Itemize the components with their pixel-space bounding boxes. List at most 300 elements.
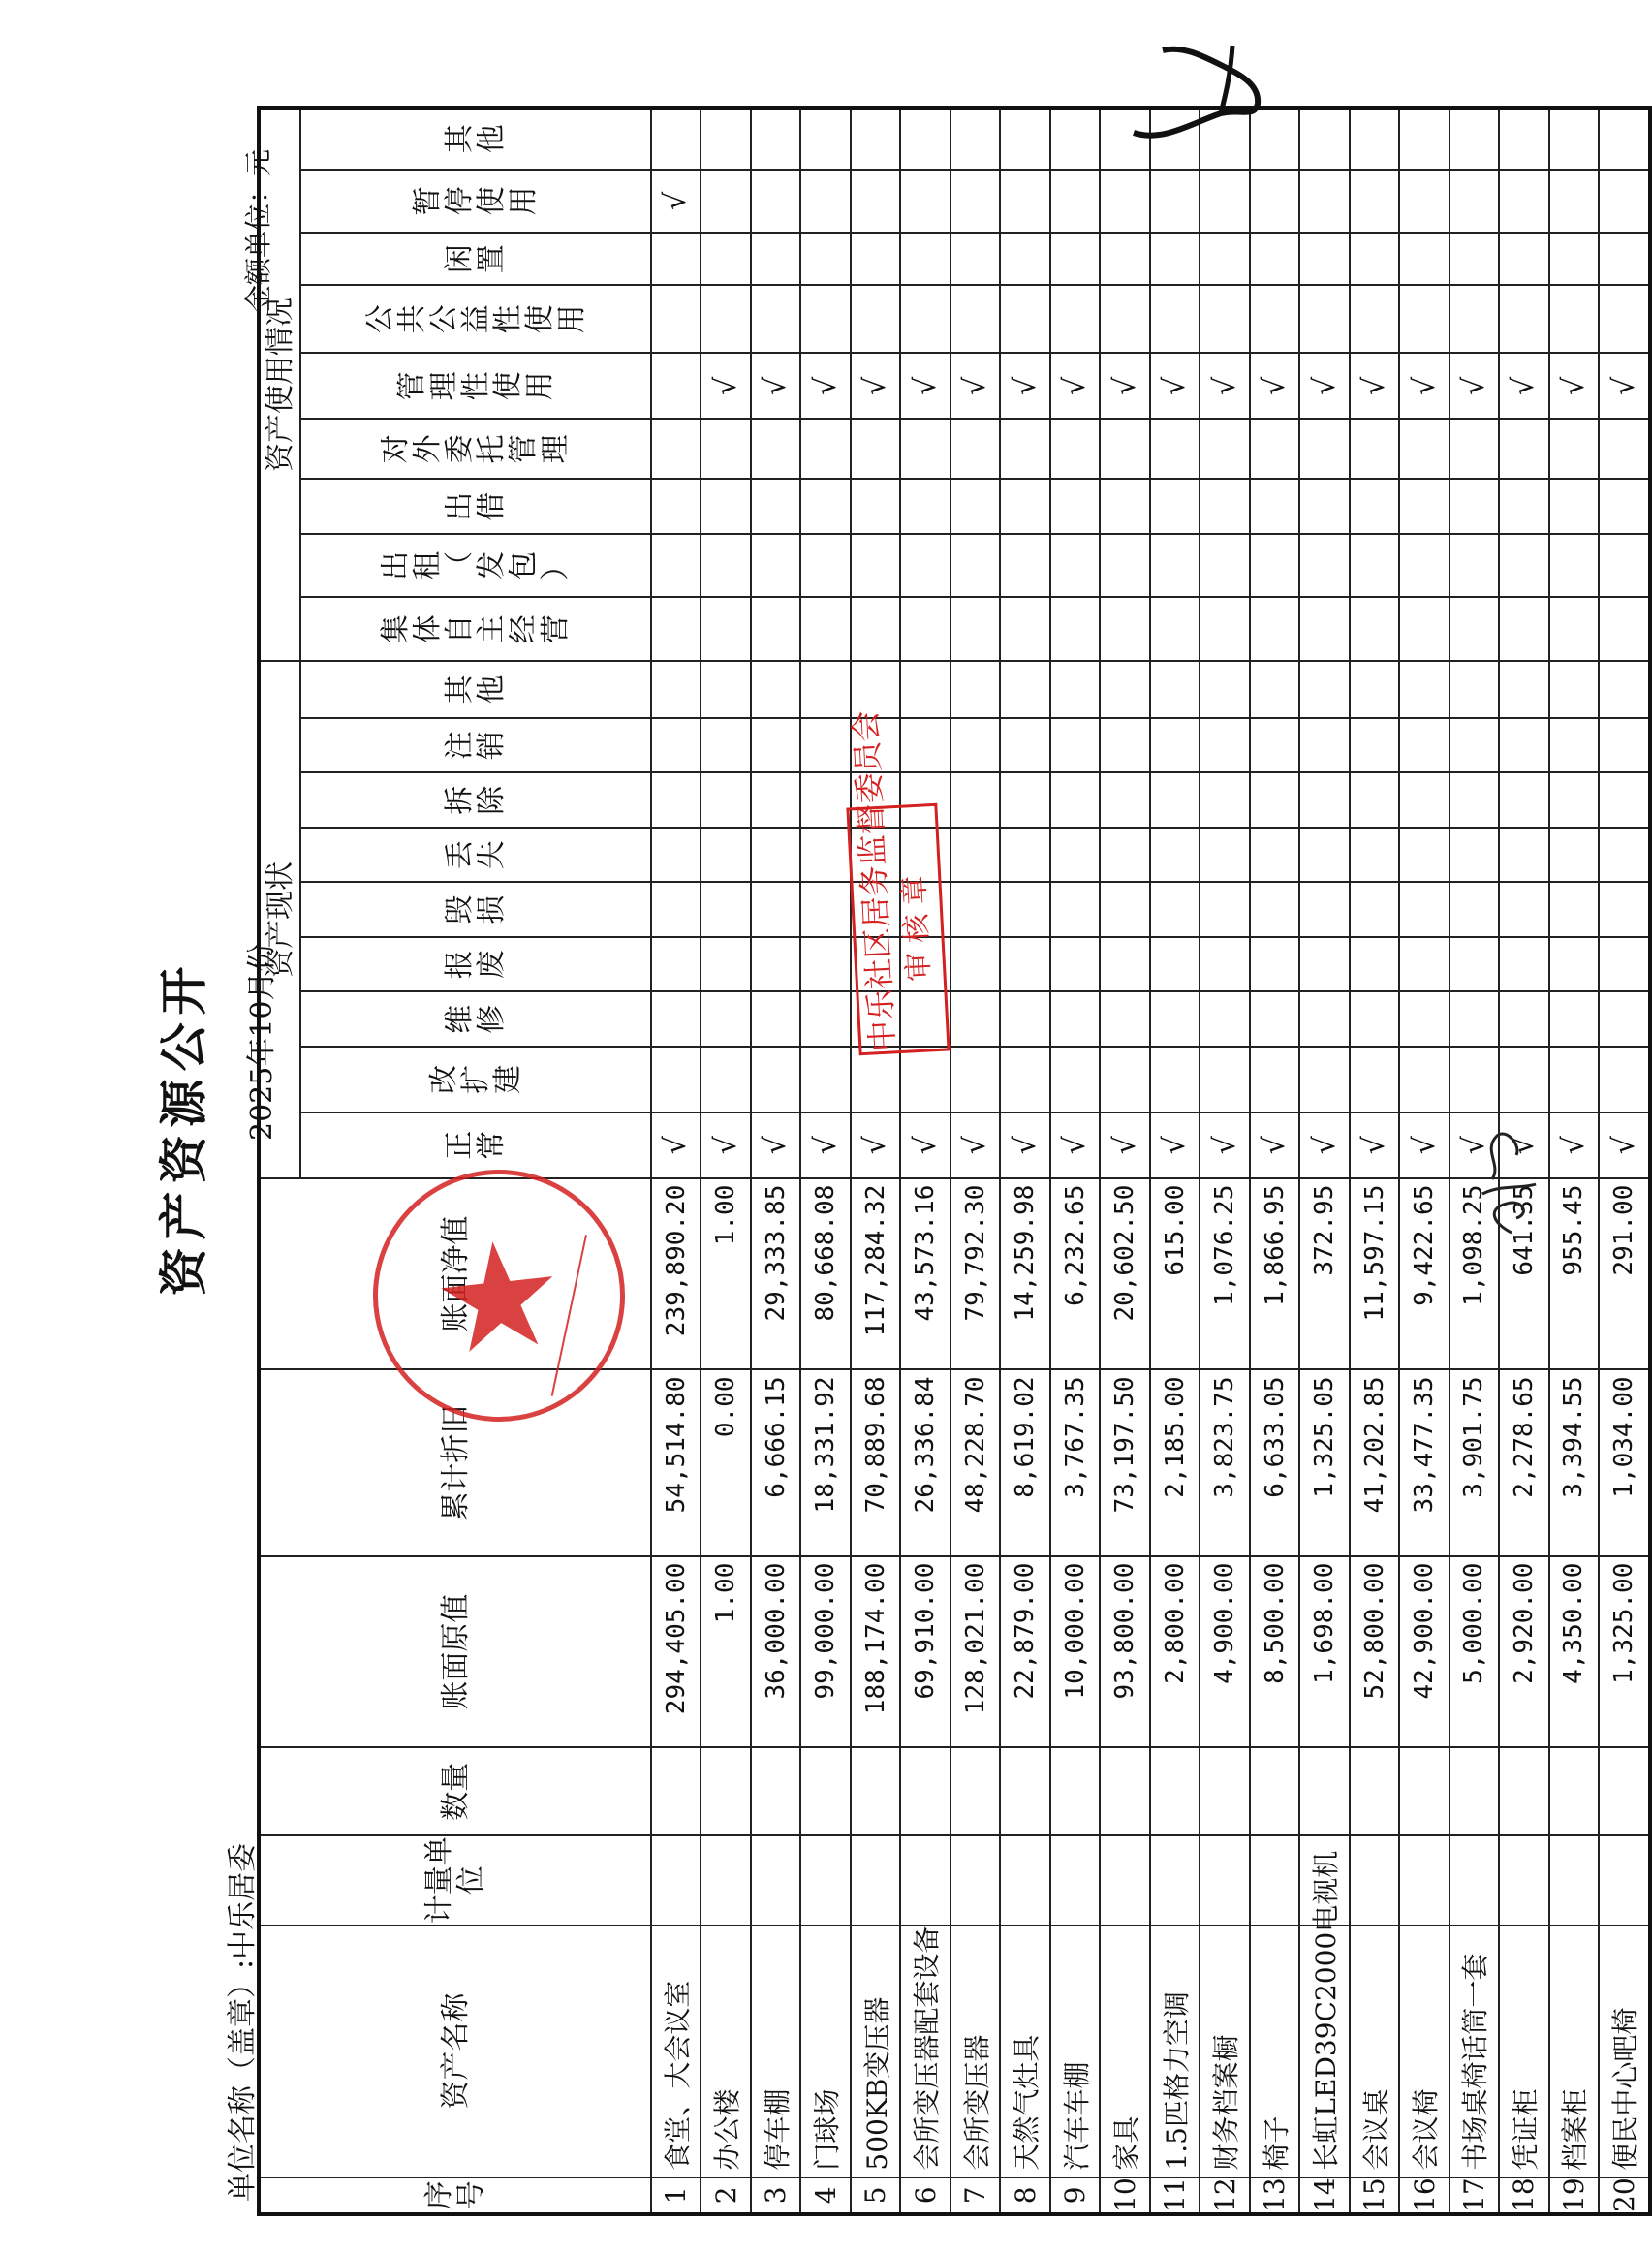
- cell-status-0: √: [701, 1112, 750, 1178]
- cell-original-value: 2,920.00: [1499, 1556, 1548, 1748]
- cell-usage-4: √: [1150, 353, 1200, 419]
- cell-net-value: 239,890.20: [651, 1178, 701, 1370]
- cell-asset-name: 会所变压器配套设备: [900, 1926, 950, 2177]
- cell-measure-unit: [1499, 1835, 1548, 1926]
- cell-net-value: 29,333.85: [751, 1178, 800, 1370]
- cell-depreciation: 1,034.00: [1599, 1369, 1650, 1555]
- cell-status-2: [1399, 992, 1449, 1048]
- cell-status-2: [1350, 992, 1399, 1048]
- cell-original-value: 99,000.00: [800, 1556, 850, 1748]
- table-row: [951, 108, 1000, 2214]
- cell-usage-4: √: [900, 353, 950, 419]
- cell-status-4: [1549, 882, 1599, 937]
- cell-status-7: [1549, 718, 1599, 773]
- cell-usage-5: [1350, 285, 1399, 353]
- cell-depreciation: 48,228.70: [951, 1369, 1000, 1555]
- cell-usage-7: [1299, 170, 1349, 234]
- table-row: [1200, 108, 1249, 2214]
- cell-usage-1: [1200, 534, 1249, 598]
- cell-status-3: [1350, 937, 1399, 992]
- cell-net-value: 1,098.25: [1449, 1178, 1499, 1370]
- cell-status-3: [1299, 937, 1349, 992]
- cell-usage-7: [1449, 170, 1499, 234]
- cell-status-0: √: [1449, 1112, 1499, 1178]
- cell-status-4: [1350, 882, 1399, 937]
- cell-asset-name: 停车棚: [751, 1926, 800, 2177]
- cell-usage-1: [1150, 534, 1200, 598]
- cell-seq: 9: [1050, 2177, 1100, 2214]
- cell-usage-1: [1050, 534, 1100, 598]
- cell-depreciation: 2,278.65: [1499, 1369, 1548, 1555]
- usage-header-0: 集 体 自 主 经 营: [300, 598, 651, 662]
- cell-usage-4: √: [1499, 353, 1548, 419]
- cell-usage-2: [851, 479, 900, 534]
- cell-status-0: √: [851, 1112, 900, 1178]
- cell-original-value: 8,500.00: [1250, 1556, 1299, 1748]
- cell-status-4: [1100, 882, 1149, 937]
- cell-usage-7: [800, 170, 850, 234]
- cell-usage-0: [1449, 598, 1499, 662]
- cell-status-5: [1499, 828, 1548, 883]
- cell-usage-6: [900, 233, 950, 285]
- cell-depreciation: 3,394.55: [1549, 1369, 1599, 1555]
- cell-depreciation: 54,514.80: [651, 1369, 701, 1555]
- cell-net-value: 79,792.30: [951, 1178, 1000, 1370]
- cell-seq: 15: [1350, 2177, 1399, 2214]
- cell-status-6: [1350, 772, 1399, 828]
- cell-measure-unit: [1399, 1835, 1449, 1926]
- cell-measure-unit: [1100, 1835, 1149, 1926]
- cell-status-7: [1200, 718, 1249, 773]
- cell-usage-0: [1599, 598, 1650, 662]
- cell-status-1: [1000, 1047, 1049, 1112]
- cell-status-5: [1200, 828, 1249, 883]
- cell-quantity: [1499, 1747, 1548, 1834]
- cell-status-8: [1499, 661, 1548, 718]
- cell-status-7: [1350, 718, 1399, 773]
- cell-usage-1: [651, 534, 701, 598]
- cell-status-1: [751, 1047, 800, 1112]
- cell-depreciation: 6,666.15: [751, 1369, 800, 1555]
- cell-status-6: [1399, 772, 1449, 828]
- cell-measure-unit: [1350, 1835, 1399, 1926]
- cell-status-1: [851, 1047, 900, 1112]
- cell-usage-4: √: [1299, 353, 1349, 419]
- cell-status-7: [1000, 718, 1049, 773]
- cell-status-5: [1150, 828, 1200, 883]
- cell-seq: 12: [1200, 2177, 1249, 2214]
- cell-usage-7: [1399, 170, 1449, 234]
- cell-usage-0: [1050, 598, 1100, 662]
- cell-quantity: [900, 1747, 950, 1834]
- cell-status-0: √: [751, 1112, 800, 1178]
- cell-usage-4: √: [1449, 353, 1499, 419]
- cell-usage-1: [1299, 534, 1349, 598]
- cell-net-value: 6,232.65: [1050, 1178, 1100, 1370]
- cell-status-6: [1100, 772, 1149, 828]
- cell-status-4: [1599, 882, 1650, 937]
- cell-depreciation: 18,331.92: [800, 1369, 850, 1555]
- cell-depreciation: 70,889.68: [851, 1369, 900, 1555]
- cell-usage-8: [1449, 108, 1499, 170]
- cell-usage-4: √: [800, 353, 850, 419]
- cell-status-1: [1549, 1047, 1599, 1112]
- cell-status-4: [800, 882, 850, 937]
- cell-net-value: 372.95: [1299, 1178, 1349, 1370]
- status-group-header: 资产现状: [259, 661, 300, 1178]
- cell-usage-2: [1150, 479, 1200, 534]
- cell-seq: 2: [701, 2177, 750, 2214]
- cell-status-3: [1599, 937, 1650, 992]
- status-header-8: 其 他: [300, 661, 651, 718]
- cell-net-value: 20,602.50: [1100, 1178, 1149, 1370]
- cell-usage-5: [1250, 285, 1299, 353]
- cell-status-6: [651, 772, 701, 828]
- cell-usage-7: [1150, 170, 1200, 234]
- table-row: [1350, 108, 1399, 2214]
- cell-status-2: [1000, 992, 1049, 1048]
- cell-quantity: [1050, 1747, 1100, 1834]
- cell-quantity: [1599, 1747, 1650, 1834]
- cell-usage-5: [1150, 285, 1200, 353]
- table-row: [1000, 108, 1049, 2214]
- cell-status-0: √: [1100, 1112, 1149, 1178]
- cell-quantity: [1299, 1747, 1349, 1834]
- usage-header-2: 出 借: [300, 479, 651, 534]
- cell-measure-unit: [951, 1835, 1000, 1926]
- cell-usage-8: [1000, 108, 1049, 170]
- cell-status-1: [1599, 1047, 1650, 1112]
- cell-usage-3: [1250, 419, 1299, 479]
- cell-usage-1: [1549, 534, 1599, 598]
- cell-usage-0: [1549, 598, 1599, 662]
- cell-original-value: 4,900.00: [1200, 1556, 1249, 1748]
- cell-status-0: √: [1150, 1112, 1200, 1178]
- cell-depreciation: 33,477.35: [1399, 1369, 1449, 1555]
- cell-net-value: 80,668.08: [800, 1178, 850, 1370]
- cell-usage-5: [1499, 285, 1548, 353]
- cell-seq: 14: [1299, 2177, 1349, 2214]
- cell-status-8: [1250, 661, 1299, 718]
- cell-status-5: [1000, 828, 1049, 883]
- cell-status-2: [1449, 992, 1499, 1048]
- signature-bottom: [1463, 1116, 1550, 1242]
- rect-seal-line1: 中乐社区居务监督委员会: [847, 709, 902, 1052]
- header-row-1: [259, 108, 300, 2214]
- cell-status-5: [1399, 828, 1449, 883]
- cell-asset-name: 汽车车棚: [1050, 1926, 1100, 2177]
- cell-usage-1: [701, 534, 750, 598]
- cell-usage-2: [1299, 479, 1349, 534]
- cell-usage-4: √: [1599, 353, 1650, 419]
- cell-asset-name: 会议椅: [1399, 1926, 1449, 2177]
- cell-status-8: [900, 661, 950, 718]
- cell-status-1: [701, 1047, 750, 1112]
- cell-original-value: 294,405.00: [651, 1556, 701, 1748]
- cell-usage-0: [701, 598, 750, 662]
- cell-asset-name: 500KB变压器: [851, 1926, 900, 2177]
- cell-status-5: [751, 828, 800, 883]
- col-net-header: 账面净值: [259, 1178, 651, 1370]
- col-depreciation-header: 累计折旧: [259, 1369, 651, 1555]
- cell-usage-0: [900, 598, 950, 662]
- cell-status-4: [951, 882, 1000, 937]
- cell-status-2: [1499, 992, 1548, 1048]
- cell-usage-1: [1599, 534, 1650, 598]
- cell-usage-1: [1100, 534, 1149, 598]
- cell-usage-3: [1549, 419, 1599, 479]
- cell-status-4: [701, 882, 750, 937]
- cell-depreciation: 3,767.35: [1050, 1369, 1100, 1555]
- cell-status-2: [1100, 992, 1149, 1048]
- cell-status-2: [1250, 992, 1299, 1048]
- cell-status-7: [1399, 718, 1449, 773]
- status-header-2: 维 修: [300, 992, 651, 1048]
- cell-status-7: [1250, 718, 1299, 773]
- cell-status-1: [951, 1047, 1000, 1112]
- cell-status-2: [1050, 992, 1100, 1048]
- cell-usage-1: [1449, 534, 1499, 598]
- cell-usage-3: [800, 419, 850, 479]
- cell-usage-1: [1499, 534, 1548, 598]
- cell-status-1: [1200, 1047, 1249, 1112]
- cell-usage-6: [1299, 233, 1349, 285]
- cell-measure-unit: [1200, 1835, 1249, 1926]
- cell-usage-1: [951, 534, 1000, 598]
- cell-usage-3: [701, 419, 750, 479]
- cell-usage-7: [1200, 170, 1249, 234]
- cell-status-3: [751, 937, 800, 992]
- cell-usage-6: [1250, 233, 1299, 285]
- period-label: 2025年10月份: [245, 942, 279, 1141]
- cell-status-7: [1100, 718, 1149, 773]
- cell-original-value: 1,698.00: [1299, 1556, 1349, 1748]
- cell-status-3: [651, 937, 701, 992]
- cell-usage-7: [951, 170, 1000, 234]
- cell-quantity: [1250, 1747, 1299, 1834]
- usage-header-3: 对 外 委 托 管 理: [300, 419, 651, 479]
- cell-usage-7: [1100, 170, 1149, 234]
- cell-status-7: [1499, 718, 1548, 773]
- cell-status-3: [1399, 937, 1449, 992]
- cell-status-7: [900, 718, 950, 773]
- cell-status-5: [1100, 828, 1149, 883]
- cell-usage-8: [701, 108, 750, 170]
- cell-status-5: [951, 828, 1000, 883]
- cell-status-0: √: [1299, 1112, 1349, 1178]
- col-name-header: 资产名称: [259, 1926, 651, 2177]
- cell-seq: 16: [1399, 2177, 1449, 2214]
- cell-status-4: [651, 882, 701, 937]
- cell-usage-8: [1350, 108, 1399, 170]
- cell-net-value: 9,422.65: [1399, 1178, 1449, 1370]
- cell-usage-5: [701, 285, 750, 353]
- cell-status-8: [1449, 661, 1499, 718]
- cell-usage-6: [1499, 233, 1548, 285]
- cell-seq: 5: [851, 2177, 900, 2214]
- status-header-3: 报 废: [300, 937, 651, 992]
- cell-usage-2: [1000, 479, 1049, 534]
- cell-usage-1: [800, 534, 850, 598]
- cell-status-5: [1549, 828, 1599, 883]
- cell-status-7: [1449, 718, 1499, 773]
- table-row: [800, 108, 850, 2214]
- cell-usage-1: [1399, 534, 1449, 598]
- cell-quantity: [1200, 1747, 1249, 1834]
- cell-status-7: [701, 718, 750, 773]
- cell-status-8: [951, 661, 1000, 718]
- cell-usage-3: [1050, 419, 1100, 479]
- cell-seq: 13: [1250, 2177, 1299, 2214]
- cell-asset-name: 办公楼: [701, 1926, 750, 2177]
- cell-usage-0: [1499, 598, 1548, 662]
- cell-usage-4: √: [1050, 353, 1100, 419]
- cell-usage-0: [1250, 598, 1299, 662]
- usage-header-4: 管 理 性 使 用: [300, 353, 651, 419]
- cell-status-2: [651, 992, 701, 1048]
- cell-asset-name: 档案柜: [1549, 1926, 1599, 2177]
- cell-usage-7: [1050, 170, 1100, 234]
- cell-usage-5: [1299, 285, 1349, 353]
- cell-net-value: 291.00: [1599, 1178, 1650, 1370]
- cell-net-value: 14,259.98: [1000, 1178, 1049, 1370]
- cell-usage-5: [1449, 285, 1499, 353]
- cell-status-2: [1599, 992, 1650, 1048]
- cell-status-3: [1499, 937, 1548, 992]
- cell-usage-1: [1250, 534, 1299, 598]
- seal-star-icon: [350, 1156, 638, 1444]
- cell-status-3: [1050, 937, 1100, 992]
- cell-usage-0: [1299, 598, 1349, 662]
- cell-usage-5: [1599, 285, 1650, 353]
- status-header-7: 注 销: [300, 718, 651, 773]
- cell-measure-unit: [751, 1835, 800, 1926]
- cell-original-value: 69,910.00: [900, 1556, 950, 1748]
- cell-original-value: 4,350.00: [1549, 1556, 1599, 1748]
- cell-status-3: [1449, 937, 1499, 992]
- table-row: [851, 108, 900, 2214]
- cell-usage-7: [1499, 170, 1548, 234]
- cell-original-value: 10,000.00: [1050, 1556, 1100, 1748]
- cell-status-2: [701, 992, 750, 1048]
- cell-usage-8: [1399, 108, 1449, 170]
- cell-net-value: 11,597.15: [1350, 1178, 1399, 1370]
- cell-usage-5: [651, 285, 701, 353]
- cell-seq: 18: [1499, 2177, 1548, 2214]
- cell-usage-6: [1599, 233, 1650, 285]
- cell-status-1: [800, 1047, 850, 1112]
- cell-usage-6: [1350, 233, 1399, 285]
- cell-usage-6: [651, 233, 701, 285]
- cell-status-6: [800, 772, 850, 828]
- cell-measure-unit: [651, 1835, 701, 1926]
- cell-usage-4: [651, 353, 701, 419]
- cell-usage-3: [1000, 419, 1049, 479]
- cell-status-4: [1449, 882, 1499, 937]
- cell-usage-7: √: [651, 170, 701, 234]
- cell-quantity: [1150, 1747, 1200, 1834]
- cell-usage-2: [1350, 479, 1399, 534]
- cell-usage-3: [1299, 419, 1349, 479]
- cell-status-4: [1000, 882, 1049, 937]
- cell-usage-2: [951, 479, 1000, 534]
- cell-measure-unit: [1250, 1835, 1299, 1926]
- cell-usage-7: [900, 170, 950, 234]
- cell-status-6: [1250, 772, 1299, 828]
- cell-usage-1: [751, 534, 800, 598]
- cell-usage-2: [800, 479, 850, 534]
- cell-usage-3: [1200, 419, 1249, 479]
- cell-usage-5: [900, 285, 950, 353]
- cell-seq: 6: [900, 2177, 950, 2214]
- cell-status-5: [1050, 828, 1100, 883]
- cell-status-0: √: [1050, 1112, 1100, 1178]
- usage-header-8: 其 他: [300, 108, 651, 170]
- cell-status-8: [1200, 661, 1249, 718]
- cell-status-7: [651, 718, 701, 773]
- cell-usage-5: [800, 285, 850, 353]
- cell-status-4: [1299, 882, 1349, 937]
- cell-status-1: [1250, 1047, 1299, 1112]
- cell-status-5: [1250, 828, 1299, 883]
- cell-usage-2: [1599, 479, 1650, 534]
- cell-net-value: 615.00: [1150, 1178, 1200, 1370]
- cell-usage-7: [1599, 170, 1650, 234]
- cell-status-8: [1549, 661, 1599, 718]
- cell-status-6: [701, 772, 750, 828]
- cell-asset-name: 会议桌: [1350, 1926, 1399, 2177]
- cell-quantity: [851, 1747, 900, 1834]
- cell-usage-8: [1299, 108, 1349, 170]
- cell-usage-5: [1549, 285, 1599, 353]
- cell-status-5: [1599, 828, 1650, 883]
- cell-usage-2: [1499, 479, 1548, 534]
- cell-usage-4: √: [751, 353, 800, 419]
- col-seq-header: 序号: [259, 2177, 651, 2214]
- cell-measure-unit: [1449, 1835, 1499, 1926]
- cell-usage-6: [1399, 233, 1449, 285]
- status-header-6: 拆 除: [300, 772, 651, 828]
- cell-measure-unit: [1000, 1835, 1049, 1926]
- cell-usage-8: [800, 108, 850, 170]
- cell-status-6: [1449, 772, 1499, 828]
- cell-status-4: [1050, 882, 1100, 937]
- cell-status-3: [1150, 937, 1200, 992]
- cell-usage-7: [1350, 170, 1399, 234]
- cell-status-7: [800, 718, 850, 773]
- rect-seal-line2: 审 核 章: [897, 874, 937, 983]
- signature-top-right: [1124, 26, 1269, 162]
- cell-asset-name: 会所变压器: [951, 1926, 1000, 2177]
- cell-status-7: [951, 718, 1000, 773]
- cell-asset-name: 天然气灶具: [1000, 1926, 1049, 2177]
- cell-usage-5: [1200, 285, 1249, 353]
- cell-status-1: [1399, 1047, 1449, 1112]
- cell-status-8: [1050, 661, 1100, 718]
- cell-net-value: 1.00: [701, 1178, 750, 1370]
- cell-net-value: 117,284.32: [851, 1178, 900, 1370]
- cell-usage-4: √: [1000, 353, 1049, 419]
- cell-usage-2: [751, 479, 800, 534]
- cell-status-3: [800, 937, 850, 992]
- cell-usage-4: √: [701, 353, 750, 419]
- cell-measure-unit: [1549, 1835, 1599, 1926]
- cell-net-value: 1,076.25: [1200, 1178, 1249, 1370]
- cell-status-7: [1150, 718, 1200, 773]
- cell-asset-name: 1.5匹格力空调: [1150, 1926, 1200, 2177]
- cell-status-0: √: [1599, 1112, 1650, 1178]
- cell-quantity: [1350, 1747, 1399, 1834]
